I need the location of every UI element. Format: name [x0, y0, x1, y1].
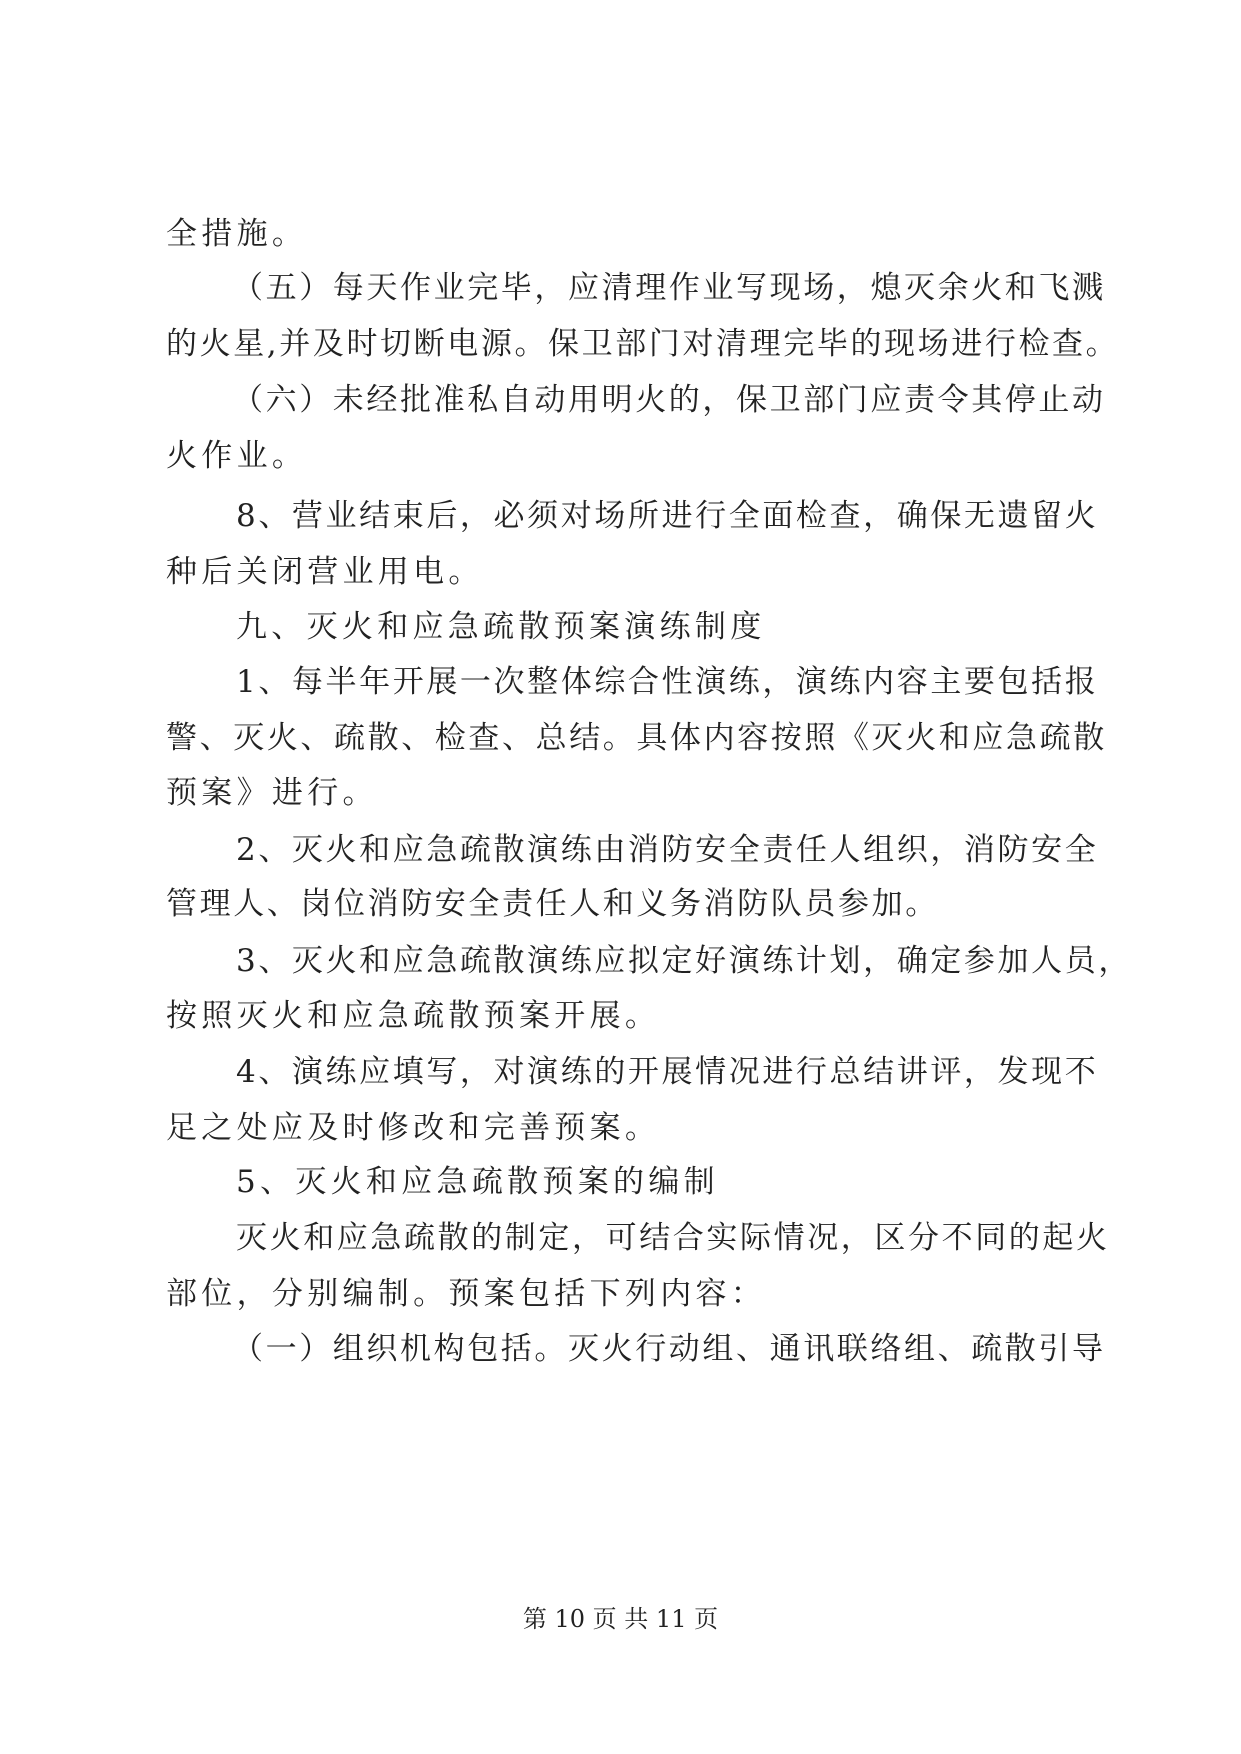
- text-line-9: 1、每半年开展一次整体综合性演练，演练内容主要包括报: [236, 664, 1099, 700]
- text-line-16: 4、演练应填写，对演练的开展情况进行总结讲评，发现不: [236, 1054, 1099, 1090]
- text-line-10: 警、灭火、疏散、检查、总结。具体内容按照《灭火和应急疏散: [166, 720, 1107, 756]
- text-line-15: 按照灭火和应急疏散预案开展。: [166, 998, 661, 1034]
- text-line-18: 5、灭火和应急疏散预案的编制: [236, 1164, 719, 1200]
- text-line-11: 预案》进行。: [166, 775, 378, 811]
- text-line-1: 全措施。: [166, 216, 308, 252]
- page-number-footer: 第 10 页 共 11 页: [522, 1605, 719, 1633]
- text-line-19: 灭火和应急疏散的制定，可结合实际情况，区分不同的起火: [236, 1220, 1110, 1256]
- text-line-4: （六）未经批准私自动用明火的，保卫部门应责令其停止动: [232, 382, 1106, 418]
- text-line-12: 2、灭火和应急疏散演练由消防安全责任人组织，消防安全: [236, 832, 1099, 868]
- text-line-13: 管理人、岗位消防安全责任人和义务消防队员参加。: [166, 886, 939, 922]
- text-line-20: 部位，分别编制。预案包括下列内容：: [166, 1276, 767, 1312]
- section-heading: 九、灭火和应急疏散预案演练制度: [236, 609, 766, 645]
- text-line-6: 8、营业结束后，必须对场所进行全面检查，确保无遗留火: [236, 498, 1099, 534]
- text-line-14: 3、灭火和应急疏散演练应拟定好演练计划，确定参加人员，: [236, 943, 1132, 979]
- text-line-2: （五）每天作业完毕，应清理作业写现场，熄灭余火和飞溅: [232, 270, 1106, 306]
- text-line-21: （一）组织机构包括。灭火行动组、通讯联络组、疏散引导: [232, 1331, 1106, 1367]
- text-line-3: 的火星,并及时切断电源。保卫部门对清理完毕的现场进行检查。: [166, 326, 1120, 362]
- text-line-7: 种后关闭营业用电。: [166, 554, 484, 590]
- text-line-17: 足之处应及时修改和完善预案。: [166, 1110, 661, 1146]
- text-line-5: 火作业。: [166, 438, 308, 474]
